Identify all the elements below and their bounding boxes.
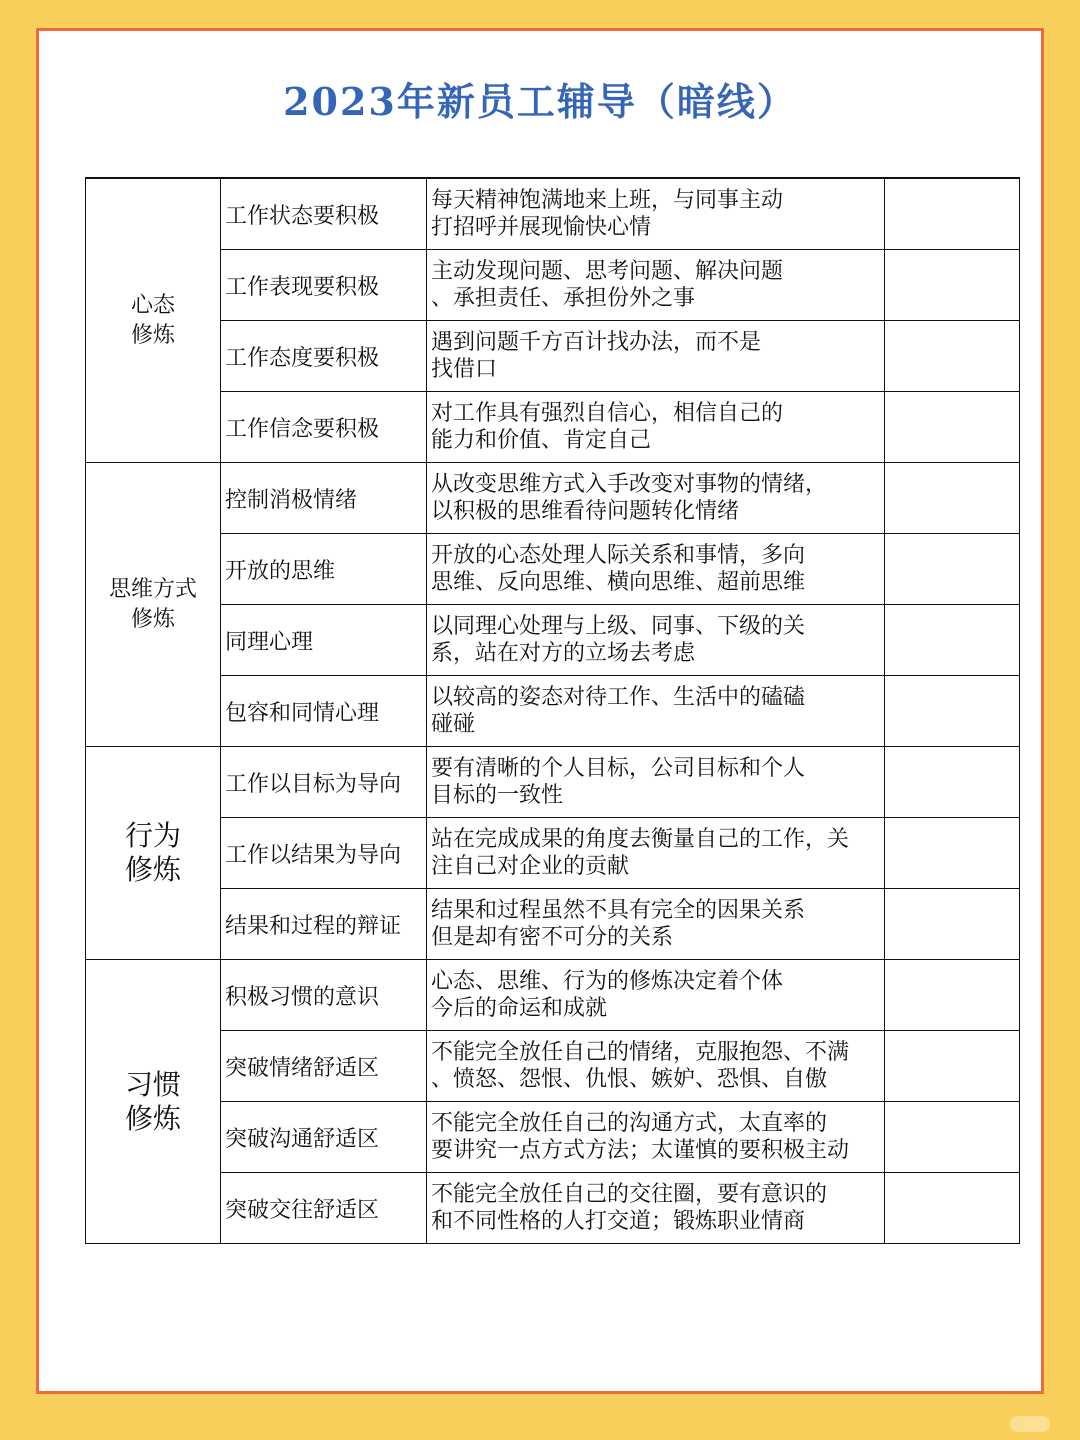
description-cell: 不能完全放任自己的沟通方式，太直率的 要讲究一点方式方法；太谨慎的要积极主动 [427,1102,885,1173]
category-cell: 心态 修炼 [86,178,221,463]
description-cell: 以较高的姿态对待工作、生活中的磕磕 碰碰 [427,676,885,747]
description-cell: 从改变思维方式入手改变对事物的情绪， 以积极的思维看待问题转化情绪 [427,463,885,534]
table-row [86,1031,1020,1102]
blank-cell [885,960,1020,1031]
description-cell: 不能完全放任自己的交往圈，要有意识的 和不同性格的人打交道；锻炼职业情商 [427,1173,885,1244]
table-row [86,321,1020,392]
blank-cell [885,605,1020,676]
table-row [86,960,1020,1031]
item-cell: 工作以结果为导向 [221,818,427,889]
item-cell: 工作态度要积极 [221,321,427,392]
blank-cell [885,178,1020,250]
description-cell: 遇到问题千方百计找办法，而不是 找借口 [427,321,885,392]
page-title: 2023年新员工辅导（暗线） [283,79,797,124]
table-row [86,392,1020,463]
blank-cell [885,534,1020,605]
description-cell: 结果和过程虽然不具有完全的因果关系 但是却有密不可分的关系 [427,889,885,960]
blank-cell [885,250,1020,321]
description-cell: 对工作具有强烈自信心，相信自己的 能力和价值、肯定自己 [427,392,885,463]
table-row [86,178,1020,250]
item-cell: 突破沟通舒适区 [221,1102,427,1173]
page-card [36,28,1044,1394]
table-row [86,1173,1020,1244]
item-cell: 包容和同情心理 [221,676,427,747]
item-cell: 开放的思维 [221,534,427,605]
item-cell: 同理心理 [221,605,427,676]
item-cell: 结果和过程的辩证 [221,889,427,960]
table-row [86,1102,1020,1173]
item-cell: 工作状态要积极 [221,178,427,250]
item-cell: 积极习惯的意识 [221,960,427,1031]
description-cell: 心态、思维、行为的修炼决定着个体 今后的命运和成就 [427,960,885,1031]
table-row [86,889,1020,960]
coaching-table [85,177,1020,1244]
table-row [86,250,1020,321]
blank-cell [885,1031,1020,1102]
table-row [86,605,1020,676]
blank-cell [885,321,1020,392]
description-cell: 不能完全放任自己的情绪，克服抱怨、不满 、愤怒、怨恨、仇恨、嫉妒、恐惧、自傲 [427,1031,885,1102]
blank-cell [885,1173,1020,1244]
table-row [86,463,1020,534]
category-cell: 思维方式 修炼 [86,463,221,747]
item-cell: 工作表现要积极 [221,250,427,321]
table-row [86,534,1020,605]
blank-cell [885,676,1020,747]
watermark-badge [1010,1416,1050,1432]
item-cell: 突破交往舒适区 [221,1173,427,1244]
item-cell: 控制消极情绪 [221,463,427,534]
table-row [86,676,1020,747]
description-cell: 以同理心处理与上级、同事、下级的关 系，站在对方的立场去考虑 [427,605,885,676]
description-cell: 要有清晰的个人目标，公司目标和个人 目标的一致性 [427,747,885,818]
item-cell: 突破情绪舒适区 [221,1031,427,1102]
blank-cell [885,392,1020,463]
table-row [86,818,1020,889]
description-cell: 每天精神饱满地来上班，与同事主动 打招呼并展现愉快心情 [427,178,885,250]
blank-cell [885,818,1020,889]
blank-cell [885,463,1020,534]
blank-cell [885,1102,1020,1173]
blank-cell [885,889,1020,960]
category-cell: 习惯 修炼 [86,960,221,1244]
blank-cell [885,747,1020,818]
item-cell: 工作以目标为导向 [221,747,427,818]
description-cell: 主动发现问题、思考问题、解决问题 、承担责任、承担份外之事 [427,250,885,321]
item-cell: 工作信念要积极 [221,392,427,463]
description-cell: 站在完成成果的角度去衡量自己的工作，关 注自己对企业的贡献 [427,818,885,889]
description-cell: 开放的心态处理人际关系和事情，多向 思维、反向思维、横向思维、超前思维 [427,534,885,605]
category-cell: 行为 修炼 [86,747,221,960]
table-row [86,747,1020,818]
